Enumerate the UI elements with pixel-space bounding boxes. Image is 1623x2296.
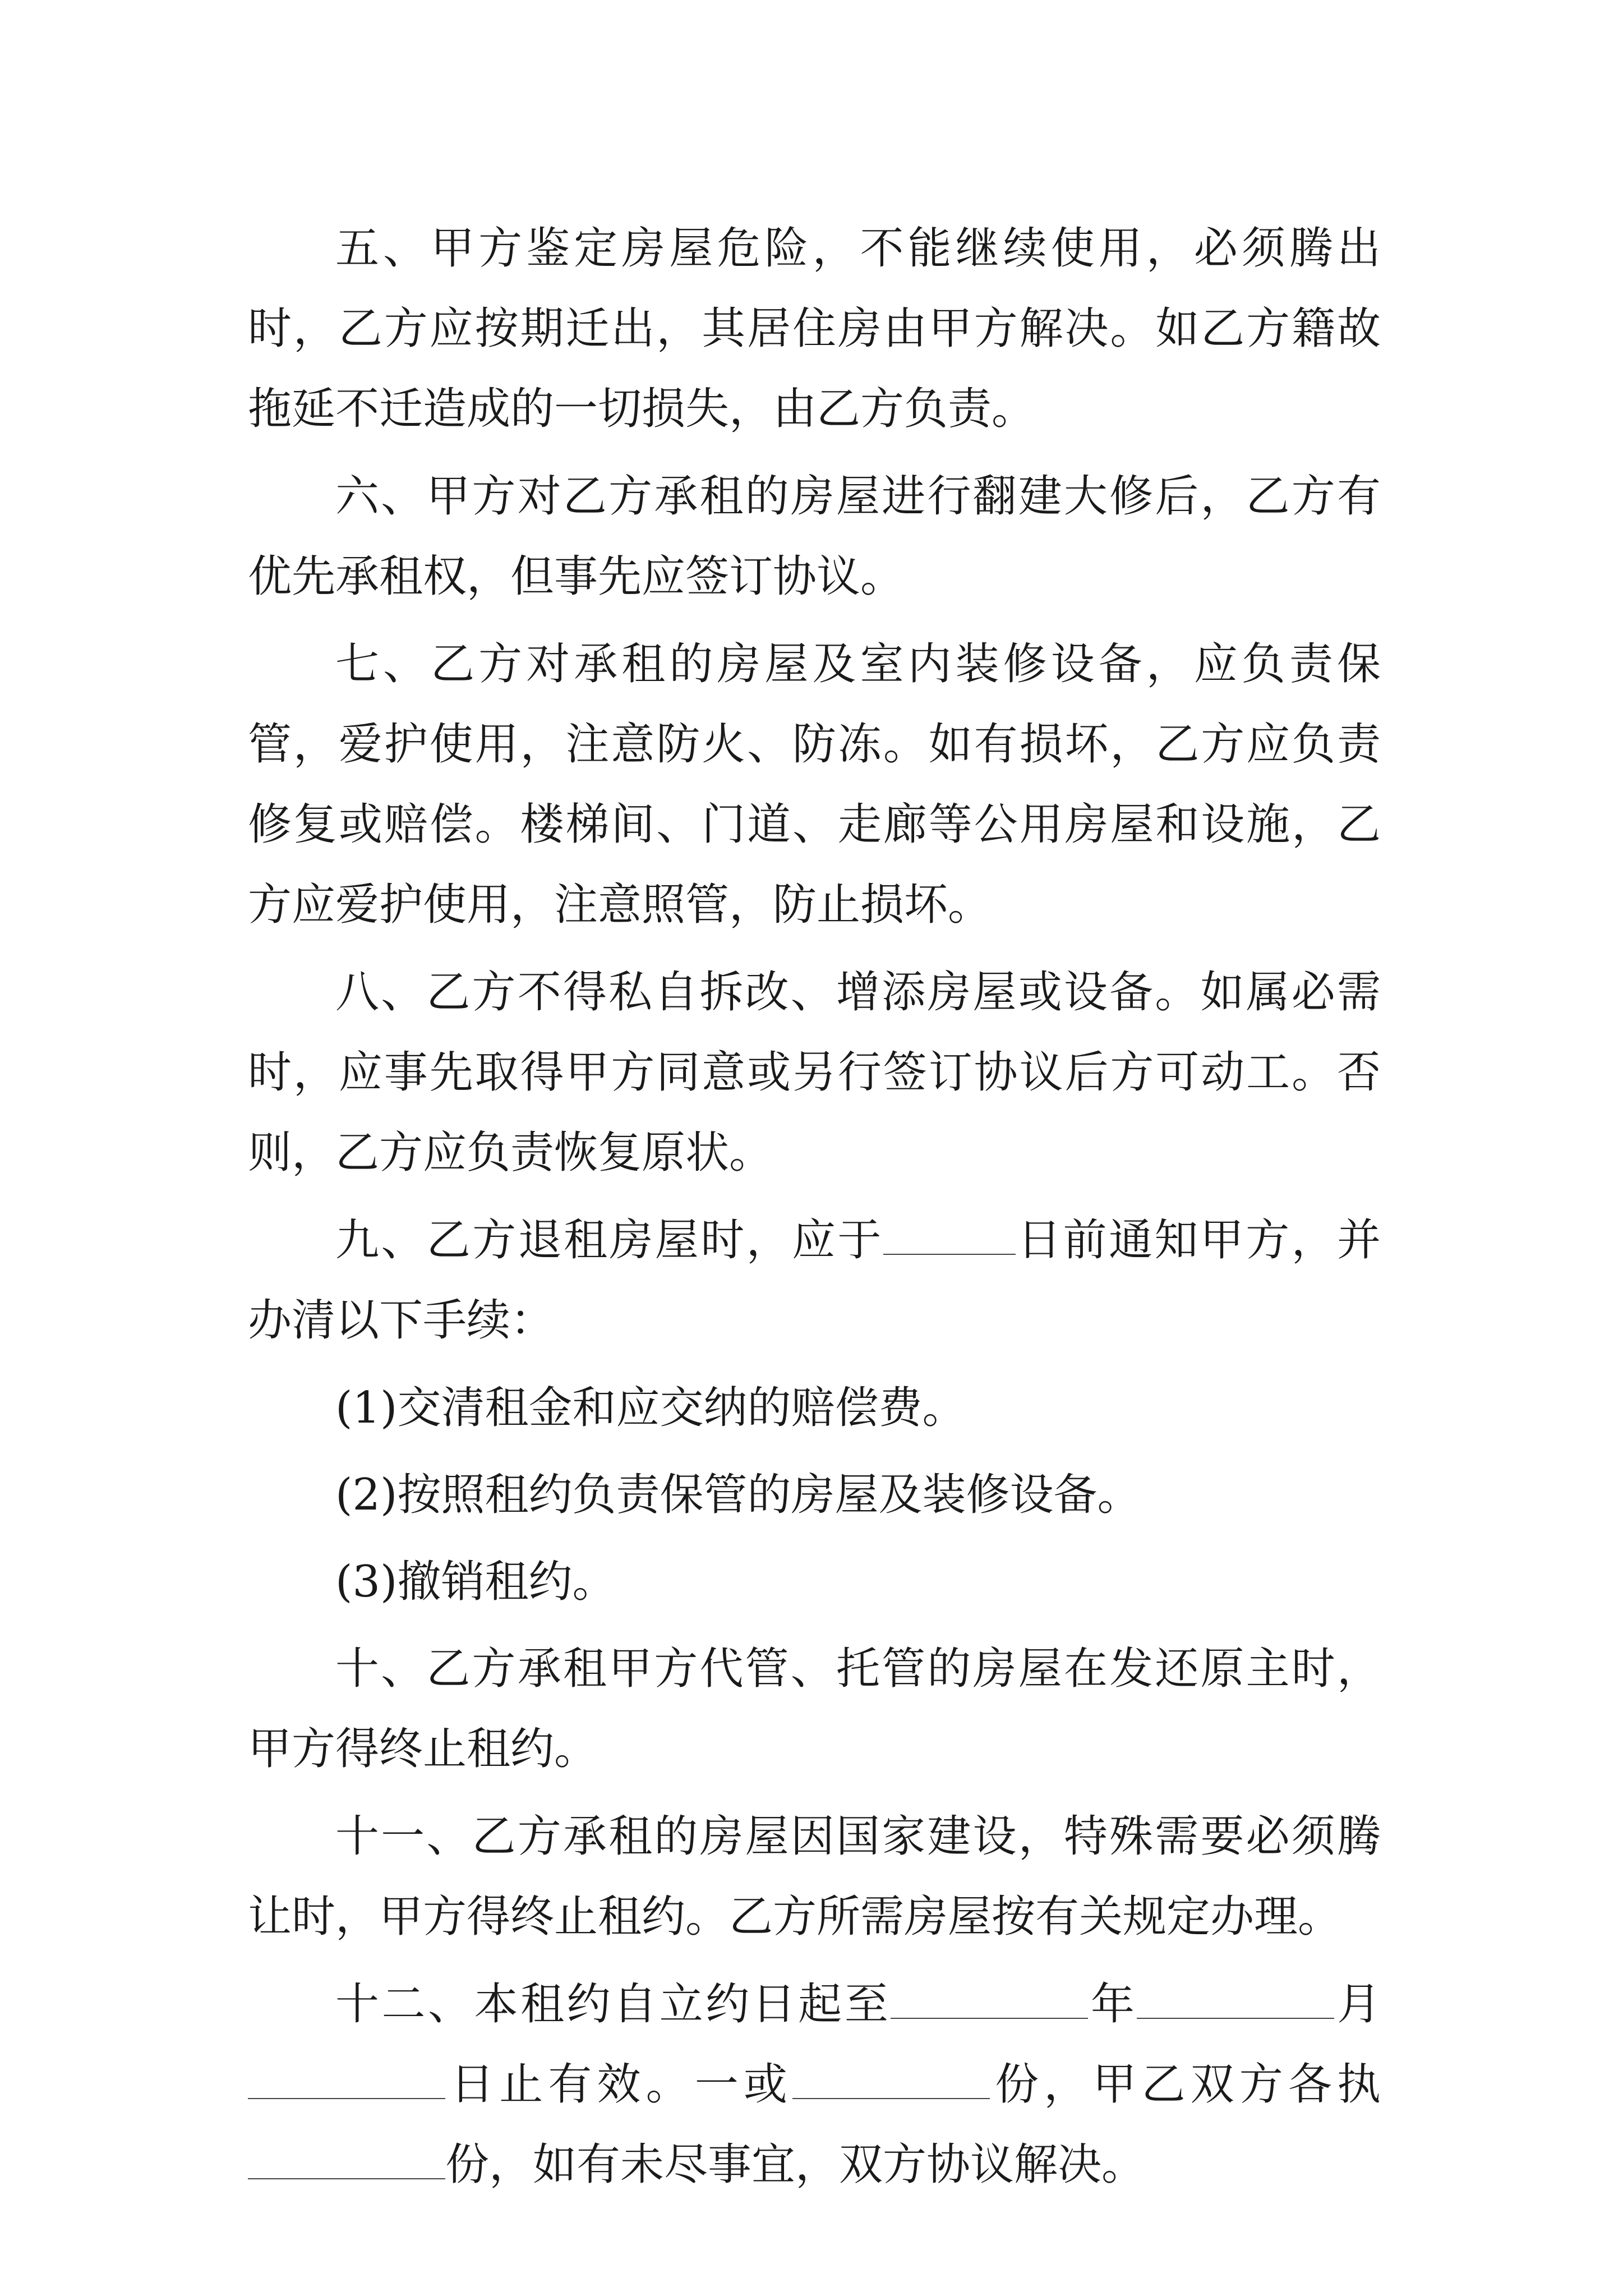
clause-8: 八、乙方不得私自拆改、增添房屋或设备。如属必需时，应事先取得甲方同意或另行签订协议后方可动工。否则，乙方应负责恢复原状。 bbox=[248, 967, 1381, 1178]
clause-6: 六、甲方对乙方承租的房屋进行翻建大修后，乙方有优先承租权，但事先应签订协议。 bbox=[248, 471, 1381, 602]
end-day-blank bbox=[248, 2064, 445, 2099]
clause-7: 七、乙方对承租的房屋及室内装修设备，应负责保管，爱护使用，注意防火、防冻。如有损坏，乙方应负责修复或赔偿。楼梯间、门道、走廊等公用房屋和设施，乙方应爱护使用，注意照管，防止损坏。 bbox=[248, 639, 1381, 930]
clause-9-text-before: 九、乙方退租房屋时，应于 bbox=[335, 1215, 883, 1266]
clause-10: 十、乙方承租甲方代管、托管的房屋在发还原主时，甲方得终止租约。 bbox=[248, 1644, 1381, 1774]
end-month-blank bbox=[1137, 1984, 1334, 2019]
document-body bbox=[248, 209, 1381, 2212]
clause-12-part-2: 年 bbox=[1088, 1979, 1137, 2030]
end-year-blank bbox=[891, 1984, 1088, 2019]
notice-days-blank bbox=[883, 1220, 1016, 1255]
clause-9-text-after: 日前通知甲方，并办清以下手续： bbox=[248, 1215, 1381, 1346]
clause-12-part-1: 十二、本租约自立约日起至 bbox=[335, 1979, 891, 2030]
clause-9-item-3: (3)撤销租约。 bbox=[335, 1557, 616, 1607]
clause-12-part-4: 日止有效。一或 bbox=[445, 2059, 792, 2110]
clause-12-part-6: 份，如有未尽事宜，双方协议解决。 bbox=[445, 2139, 1146, 2190]
clause-9 bbox=[248, 1200, 1381, 1361]
copies-total-blank bbox=[792, 2064, 990, 2099]
clause-12-part-3: 月 bbox=[1334, 1979, 1381, 2030]
clause-9-item-2: (2)按照租约负责保管的房屋及装修设备。 bbox=[335, 1470, 1141, 1520]
clause-12 bbox=[248, 1964, 1381, 2205]
clause-11: 十一、乙方承租的房屋因国家建设，特殊需要必须腾让时，甲方得终止租约。乙方所需房屋按有关规定办理。 bbox=[248, 1811, 1381, 1942]
clause-9-item-1: (1)交清租金和应交纳的赔偿费。 bbox=[335, 1383, 966, 1433]
clause-12-part-5: 份，甲乙双方各执 bbox=[990, 2059, 1381, 2110]
copies-each-blank bbox=[248, 2145, 445, 2179]
clause-5: 五、甲方鉴定房屋危险，不能继续使用，必须腾出时，乙方应按期迁出，其居住房由甲方解决。如乙方籍故拖延不迁造成的一切损失，由乙方负责。 bbox=[248, 223, 1381, 434]
